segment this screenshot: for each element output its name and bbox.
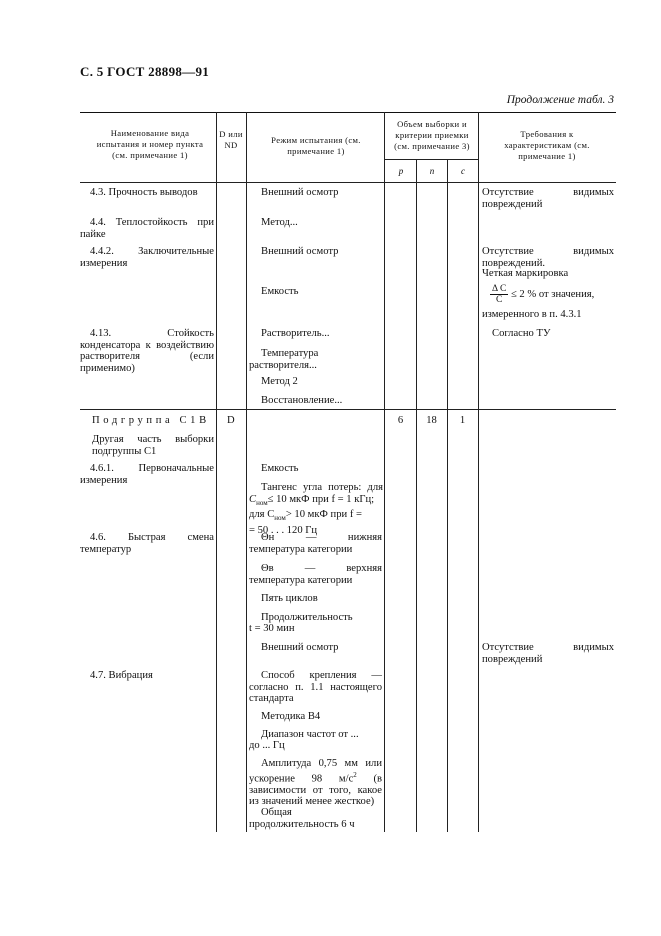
test-name-4-4: 4.4. Теплостойкость при пайке xyxy=(80,217,214,240)
req-no-damage-3: Отсутствие видимых повреждений xyxy=(482,642,614,665)
table-continuation-label: Продолжение табл. 3 xyxy=(506,94,614,106)
mode-total-duration: Общая продолжительность 6 ч xyxy=(249,807,355,830)
mode-method-b4: Методика B4 xyxy=(261,711,321,722)
mode-visual-inspection-1: Внешний осмотр xyxy=(261,187,339,198)
req-capacitance-line2: измеренного в п. 4.3.1 xyxy=(482,309,582,320)
header-sub-rule xyxy=(384,159,478,160)
test-name-4-6: 4.6. Быстрая смена температур xyxy=(80,532,214,555)
mode-recovery: Восстановление... xyxy=(261,395,343,406)
table-top-rule xyxy=(80,112,616,113)
req-capacitance-tail: ≤ 2 % от значения, xyxy=(510,288,595,300)
amplitude-text: Амплитуда 0,75 мм или ускорение 98 м/с xyxy=(249,758,382,785)
loss-tangent-cond-2: > 10 мкФ при f = xyxy=(285,509,362,521)
loss-tangent-line1: Тангенс угла потерь: для xyxy=(261,482,383,493)
mode-loss-tangent xyxy=(249,482,383,537)
c-nom-symbol-1: C xyxy=(249,493,257,505)
mode-capacitance-2: Емкость xyxy=(261,463,299,474)
mode-duration-value: t = 30 мин xyxy=(249,623,295,634)
subgroup-description: Другая часть выборки подгруппы C1 xyxy=(92,434,214,457)
mode-visual-inspection-3: Внешний осмотр xyxy=(261,642,339,653)
col-divider-1 xyxy=(216,112,217,832)
mode-five-cycles: Пять циклов xyxy=(261,593,318,604)
page-header: С. 5 ГОСТ 28898—91 xyxy=(80,64,210,79)
test-name-4-7: 4.7. Вибрация xyxy=(90,670,153,681)
col-divider-5 xyxy=(447,159,448,832)
subgroup-d: D xyxy=(227,415,235,426)
header-requirements: Требования к характеристикам (см. примечание 1) xyxy=(504,129,590,161)
test-name-4-6-1: 4.6.1. Первоначальные измерения xyxy=(80,463,214,486)
col-divider-2 xyxy=(246,112,247,832)
mode-frequency-range-2: до ... Гц xyxy=(249,740,285,751)
col-divider-6 xyxy=(478,112,479,832)
subgroup-rule xyxy=(80,409,616,410)
amplitude-note: (в зависимости от того, какое из значений менее жесткое) xyxy=(249,773,383,808)
c-nom-symbol-2: для C xyxy=(249,509,275,521)
c-nom-subscript-1: ном xyxy=(256,498,268,507)
mode-amplitude xyxy=(249,758,382,808)
mode-solvent: Растворитель... xyxy=(261,328,330,339)
header-bottom-rule xyxy=(80,182,616,183)
header-sample-size: Объем выборки и критерии приемки (см. примечание 3) xyxy=(394,119,470,151)
header-col-p: p xyxy=(398,166,404,176)
mode-upper-temperature: Θв — верхняя температура категории xyxy=(249,563,382,586)
req-no-damage-2: Отсутствие видимых повреждений. xyxy=(482,246,614,269)
amplitude-superscript: 2 xyxy=(353,770,357,779)
subgroup-p-value: 6 xyxy=(397,415,404,426)
c-nom-subscript-2: ном xyxy=(274,514,286,523)
mode-capacitance-1: Емкость xyxy=(261,286,299,297)
loss-tangent-cond-1: ≤ 10 мкФ при f = 1 кГц; xyxy=(267,493,375,505)
req-no-damage-1: Отсутствие видимых повреждений xyxy=(482,187,614,210)
header-d-nd: D или ND xyxy=(219,129,243,150)
mode-mounting-method: Способ крепления — согласно п. 1.1 настоящего стандарта xyxy=(249,670,382,705)
header-test-mode: Режим испытания (см. примечание 1) xyxy=(271,135,361,156)
header-col-c: c xyxy=(461,166,465,176)
delta-c-over-c-fraction xyxy=(490,284,508,305)
mode-solvent-temperature: Температура растворителя... xyxy=(249,348,319,371)
req-per-spec: Согласно ТУ xyxy=(492,328,551,339)
mode-frequency-range-1: Диапазон частот от ... xyxy=(261,729,359,740)
mode-method-2: Метод 2 xyxy=(261,376,298,387)
test-name-4-3: 4.3. Прочность выводов xyxy=(90,187,198,198)
subgroup-title: Подгруппа C1B xyxy=(92,415,210,426)
col-divider-3 xyxy=(384,112,385,832)
mode-duration-label: Продолжительность xyxy=(261,612,353,623)
test-name-4-13: 4.13. Стойкость конденсатора к воздействию растворителя (если применимо) xyxy=(80,328,214,374)
header-test-name: Наименование вида испытания и номер пункта (см. примечание 1) xyxy=(96,128,204,160)
req-clear-marking: Четкая маркировка xyxy=(482,268,569,279)
col-divider-4 xyxy=(416,159,417,832)
mode-method: Метод... xyxy=(261,217,298,228)
header-col-n: n xyxy=(429,166,435,176)
loss-tangent-line4: = 50 . . . 120 Гц xyxy=(249,525,318,536)
test-name-4-4-2: 4.4.2. Заключительные измерения xyxy=(80,246,214,269)
subgroup-n-value: 18 xyxy=(426,415,437,426)
fraction-denominator: C xyxy=(495,295,503,305)
mode-lower-temperature: Θн — нижняя температура категории xyxy=(249,532,382,555)
fraction-numerator: Δ C xyxy=(492,284,507,294)
loss-tangent-line2 xyxy=(249,494,383,510)
subgroup-c-value: 1 xyxy=(459,415,466,426)
req-capacitance-change xyxy=(482,284,616,305)
mode-visual-inspection-2: Внешний осмотр xyxy=(261,246,339,257)
loss-tangent-line3 xyxy=(249,509,383,525)
